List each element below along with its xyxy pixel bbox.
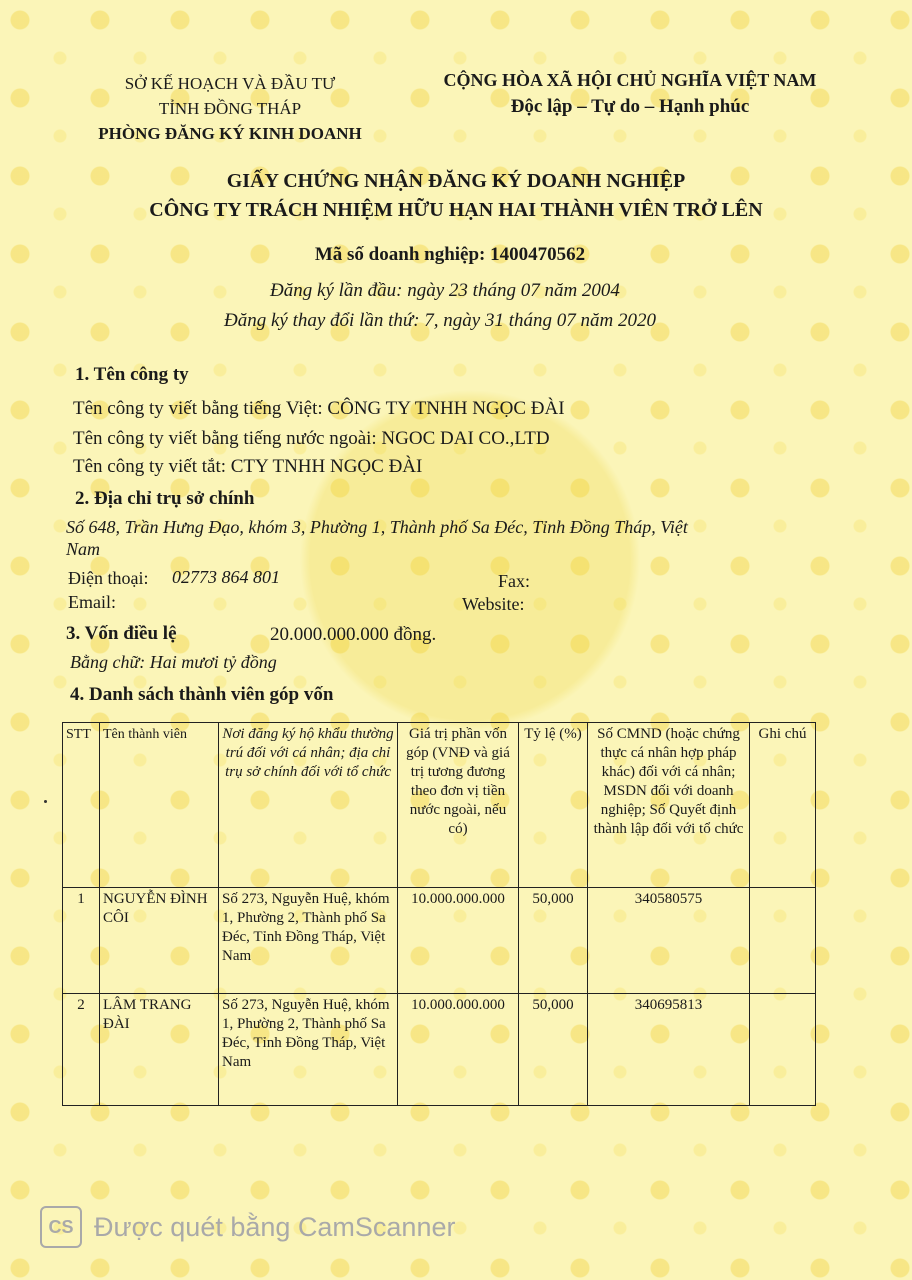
cell-stt: 2 [63,994,100,1106]
camscanner-watermark [40,1206,455,1248]
watermark-text: Được quét bằng CamScanner [94,1211,456,1242]
capital-in-words: Bằng chữ: Hai mươi tỷ đồng [70,652,277,672]
camscanner-logo-icon: CS [40,1206,82,1248]
members-table [62,722,816,1106]
cell-ratio: 50,000 [519,994,588,1106]
table-row [63,888,816,994]
cell-id-number: 340695813 [588,994,750,1106]
issuer-department: SỞ KẾ HOẠCH VÀ ĐẦU TƯ [124,74,336,93]
address-line-1: Số 648, Trần Hưng Đạo, khóm 3, Phường 1, Thành phố Sa Đéc, Tỉnh Đồng Tháp, Việt [66,517,688,537]
issuer-office: PHÒNG ĐĂNG KÝ KINH DOANH [98,124,362,143]
cell-stt: 1 [63,888,100,994]
email-label: Email: [68,592,116,612]
cell-capital: 10.000.000.000 [398,888,519,994]
company-name-foreign: Tên công ty viết bằng tiếng nước ngoài: NGOC DAI CO.,LTD [73,428,550,449]
col-header-ratio: Tỷ lệ (%) [519,723,588,888]
scan-speck [44,800,47,803]
phone-label: Điện thoại: [68,568,149,588]
cell-address: Số 273, Nguyễn Huệ, khóm 1, Phường 2, Thành phố Sa Đéc, Tỉnh Đồng Tháp, Việt Nam [219,994,398,1106]
company-name-short: Tên công ty viết tắt: CTY TNHH NGỌC ĐÀI [73,456,423,477]
company-type: CÔNG TY TRÁCH NHIỆM HỮU HẠN HAI THÀNH VIÊN TRỞ LÊN [149,199,763,221]
capital-amount: 20.000.000.000 đồng. [270,624,437,645]
cell-note [750,994,816,1106]
col-header-stt: STT [63,723,100,888]
section-address-heading: 2. Địa chỉ trụ sở chính [75,488,255,509]
col-header-id: Số CMND (hoặc chứng thực cá nhân hợp pháp khác) đối với cá nhân; MSDN đối với doanh nghiệp; Số Quyết định thành lập đối với tổ chức [588,723,750,888]
col-header-address: Nơi đăng ký hộ khẩu thường trú đối với cá nhân; địa chỉ trụ sở chính đối với tổ chức [219,723,398,888]
section-capital-heading: 3. Vốn điều lệ [66,623,177,644]
col-header-member-name: Tên thành viên [100,723,219,888]
table-header-row [63,723,816,888]
section-company-name-heading: 1. Tên công ty [75,364,189,385]
cell-ratio: 50,000 [519,888,588,994]
company-name-vn: Tên công ty viết bằng tiếng Việt: CÔNG TY TNHH NGỌC ĐÀI [73,398,565,419]
col-header-note: Ghi chú [750,723,816,888]
issuer-province: TỈNH ĐỒNG THÁP [158,99,302,118]
business-code: Mã số doanh nghiệp: 1400470562 [314,244,586,265]
cell-member-name: NGUYỄN ĐÌNH CÔI [100,888,219,994]
phone-value: 02773 864 801 [172,567,280,587]
table-row [63,994,816,1106]
col-header-capital: Giá trị phần vốn góp (VNĐ và giá trị tương đương theo đơn vị tiền nước ngoài, nếu có) [398,723,519,888]
cell-address: Số 273, Nguyễn Huệ, khóm 1, Phường 2, Thành phố Sa Đéc, Tỉnh Đồng Tháp, Việt Nam [219,888,398,994]
address-line-2: Nam [66,539,101,559]
cell-capital: 10.000.000.000 [398,994,519,1106]
first-registration: Đăng ký lần đầu: ngày 23 tháng 07 năm 2004 [270,280,620,301]
national-title: CỘNG HÒA XÃ HỘI CHỦ NGHĨA VIỆT NAM [443,70,817,90]
national-motto: Độc lập – Tự do – Hạnh phúc [510,96,750,117]
change-registration: Đăng ký thay đổi lần thứ: 7, ngày 31 tháng 07 năm 2020 [223,310,656,331]
fax-label: Fax: [498,571,531,591]
cell-member-name: LÂM TRANG ĐÀI [100,994,219,1106]
cell-id-number: 340580575 [588,888,750,994]
document-title: GIẤY CHỨNG NHẬN ĐĂNG KÝ DOANH NGHIỆP [226,170,686,192]
section-members-heading: 4. Danh sách thành viên góp vốn [70,684,334,705]
website-label: Website: [462,594,525,614]
cell-note [750,888,816,994]
